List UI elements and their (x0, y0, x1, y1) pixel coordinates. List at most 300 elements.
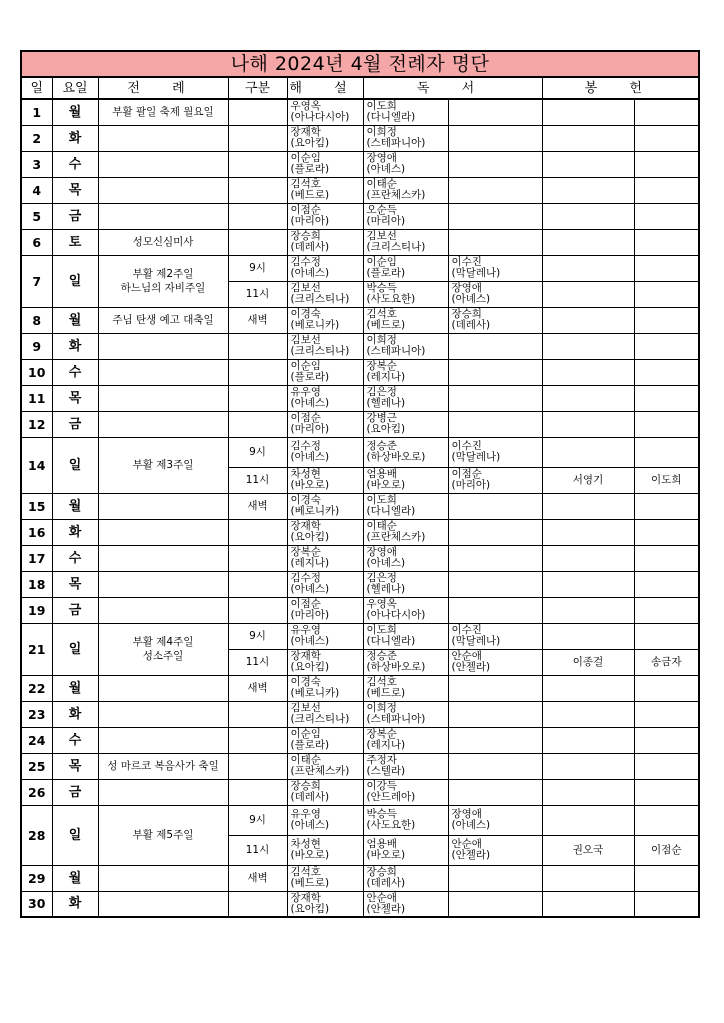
day-number: 30 (21, 891, 52, 917)
reader-2-cell (448, 649, 542, 675)
day-of-week: 수 (52, 545, 98, 571)
baptismal-name: (아녜스) (290, 635, 330, 647)
person-name: 박승득 (366, 808, 397, 820)
service-time: 11시 (228, 467, 287, 493)
day-number: 3 (21, 151, 52, 177)
table-row (21, 891, 699, 917)
reader-2-cell (448, 99, 542, 125)
person-name: 김석호 (290, 866, 321, 878)
offering-1-cell (542, 229, 634, 255)
person-name: 이수진 (451, 624, 482, 636)
baptismal-name: (다니엘라) (366, 505, 416, 517)
header-dow: 요일 (52, 77, 98, 99)
reader-2-cell (448, 333, 542, 359)
baptismal-name: (안젤라) (366, 902, 406, 915)
commentator-cell (287, 891, 363, 917)
day-number: 4 (21, 177, 52, 203)
person-name: 이순임 (290, 360, 321, 372)
offering-2-cell: 이도희 (634, 467, 699, 493)
baptismal-name: (막달레나) (451, 635, 501, 647)
reader-2-cell (448, 701, 542, 727)
person-name: 장복순 (366, 728, 397, 740)
table-row (21, 437, 699, 467)
baptismal-name: (크리스티나) (290, 293, 350, 305)
reader-2-cell (448, 545, 542, 571)
person-name: 장영애 (366, 546, 397, 558)
day-of-week: 목 (52, 571, 98, 597)
person-name: 차성현 (290, 838, 321, 850)
offering-1-cell (542, 805, 634, 835)
liturgy-name: 성모신심미사 (132, 236, 194, 248)
liturgy-cell (98, 571, 228, 597)
reader-2-cell (448, 385, 542, 411)
day-number: 5 (21, 203, 52, 229)
day-number: 10 (21, 359, 52, 385)
liturgy-cell (98, 727, 228, 753)
commentator-cell (287, 649, 363, 675)
person-name: 장복순 (366, 360, 397, 372)
baptismal-name: (아녜스) (366, 163, 406, 175)
day-number: 7 (21, 255, 52, 307)
offering-1-cell (542, 359, 634, 385)
day-of-week: 월 (52, 99, 98, 125)
baptismal-name: (헬레나) (366, 397, 406, 409)
baptismal-name: (아녜스) (290, 267, 330, 279)
table-row (21, 623, 699, 649)
offering-2-cell (634, 779, 699, 805)
day-number: 12 (21, 411, 52, 437)
commentator-cell (287, 753, 363, 779)
person-name: 우영옥 (290, 100, 321, 113)
liturgy-cell (98, 675, 228, 701)
commentator-cell (287, 307, 363, 333)
commentator-cell (287, 467, 363, 493)
offering-2-cell (634, 437, 699, 467)
baptismal-name: (아녜스) (290, 583, 330, 595)
table-row (21, 151, 699, 177)
offering-1-cell (542, 779, 634, 805)
offering-2-cell (634, 597, 699, 623)
page-title: 나해 2024년 4월 전례자 명단 (21, 51, 699, 77)
person-name: 이점순 (451, 468, 482, 480)
offering-1-cell (542, 411, 634, 437)
liturgy-cell (98, 307, 228, 333)
baptismal-name: (데레사) (451, 319, 491, 331)
service-time (228, 359, 287, 385)
day-number: 6 (21, 229, 52, 255)
day-of-week: 일 (52, 255, 98, 307)
service-time (228, 597, 287, 623)
reader-1-cell (363, 333, 448, 359)
person-name: 김석호 (366, 308, 397, 320)
reader-2-cell (448, 467, 542, 493)
reader-2-cell (448, 255, 542, 281)
person-name: 이순임 (366, 256, 397, 268)
day-number: 21 (21, 623, 52, 675)
reader-1-cell (363, 177, 448, 203)
baptismal-name: (플로라) (290, 371, 330, 383)
offering-1-cell (542, 437, 634, 467)
offering-2-cell (634, 727, 699, 753)
header-liturgy: 전 례 (98, 77, 228, 99)
person-name: 장승희 (451, 308, 482, 320)
offering-2-cell (634, 255, 699, 281)
offering-2-cell (634, 203, 699, 229)
service-time (228, 753, 287, 779)
person-name: 이태순 (290, 754, 321, 766)
person-name: 장재학 (290, 520, 321, 532)
offering-1-cell (542, 753, 634, 779)
day-of-week: 월 (52, 307, 98, 333)
commentator-cell (287, 437, 363, 467)
baptismal-name: (아녜스) (451, 819, 491, 831)
commentator-cell (287, 545, 363, 571)
reader-1-cell (363, 437, 448, 467)
baptismal-name: (마리아) (290, 215, 330, 227)
offering-2-cell (634, 891, 699, 917)
baptismal-name: (헬레나) (366, 583, 406, 595)
offering-1-cell (542, 701, 634, 727)
day-of-week: 화 (52, 333, 98, 359)
person-name: 유우영 (290, 808, 321, 820)
baptismal-name: (프란체스카) (290, 765, 350, 777)
liturgy-name: 부활 제5주일 (132, 829, 194, 841)
commentator-cell (287, 151, 363, 177)
baptismal-name: (사도요한) (366, 293, 416, 305)
liturgy-cell (98, 545, 228, 571)
offering-2-cell (634, 493, 699, 519)
baptismal-name: (하상바오로) (366, 451, 426, 463)
offering-1-cell (542, 385, 634, 411)
service-time: 새벽 (228, 307, 287, 333)
service-time (228, 779, 287, 805)
liturgy-name: 부활 제2주일 (132, 268, 194, 280)
person-name: 김보선 (290, 334, 321, 346)
table-row (21, 255, 699, 281)
person-name: 김수정 (290, 572, 321, 584)
baptismal-name: (요아킴) (290, 137, 330, 149)
service-time: 9시 (228, 805, 287, 835)
person-name: 장영애 (366, 152, 397, 164)
baptismal-name: (요아킴) (366, 423, 406, 435)
offering-2-cell (634, 519, 699, 545)
day-of-week: 수 (52, 359, 98, 385)
reader-2-cell (448, 623, 542, 649)
offering-2-cell (634, 177, 699, 203)
table-row (21, 229, 699, 255)
day-of-week: 일 (52, 437, 98, 493)
reader-1-cell (363, 519, 448, 545)
person-name: 김수정 (290, 256, 321, 268)
day-of-week: 일 (52, 805, 98, 865)
person-name: 김보선 (290, 702, 321, 714)
reader-2-cell (448, 177, 542, 203)
person-name: 강병근 (366, 412, 397, 424)
offering-1-cell (542, 203, 634, 229)
person-name: 주정자 (366, 754, 397, 766)
liturgy-cell (98, 493, 228, 519)
service-time (228, 151, 287, 177)
commentator-cell (287, 229, 363, 255)
baptismal-name: (아녜스) (290, 397, 330, 409)
offering-2-cell (634, 333, 699, 359)
commentator-cell (287, 675, 363, 701)
day-of-week: 화 (52, 519, 98, 545)
person-name: 이강득 (366, 780, 397, 792)
reader-1-cell (363, 597, 448, 623)
table-row (21, 597, 699, 623)
baptismal-name: (베드로) (290, 189, 330, 201)
liturgy-cell (98, 359, 228, 385)
baptismal-name: (플로라) (290, 163, 330, 175)
offering-1-cell (542, 675, 634, 701)
person-name: 장영애 (451, 808, 482, 820)
person-name: 장승희 (366, 866, 397, 878)
baptismal-name: (플로라) (366, 267, 406, 279)
day-number: 23 (21, 701, 52, 727)
person-name: 엄용배 (366, 838, 397, 850)
table-row (21, 493, 699, 519)
commentator-cell (287, 805, 363, 835)
roster-sheet (20, 50, 700, 918)
day-number: 24 (21, 727, 52, 753)
table-row (21, 385, 699, 411)
reader-2-cell (448, 411, 542, 437)
baptismal-name: (베로니카) (290, 319, 340, 331)
day-number: 11 (21, 385, 52, 411)
table-row (21, 675, 699, 701)
commentator-cell (287, 99, 363, 125)
person-name: 우영옥 (366, 598, 397, 610)
baptismal-name: (크리스티나) (290, 713, 350, 725)
commentator-cell (287, 779, 363, 805)
table-row (21, 125, 699, 151)
reader-1-cell (363, 359, 448, 385)
liturgy-cell (98, 385, 228, 411)
baptismal-name: (요아킴) (290, 661, 330, 673)
reader-2-cell (448, 675, 542, 701)
baptismal-name: (요아킴) (290, 902, 330, 915)
person-name: 장재학 (290, 891, 321, 904)
table-row (21, 545, 699, 571)
baptismal-name: (데레사) (290, 791, 330, 803)
baptismal-name: (데레사) (290, 241, 330, 253)
commentator-cell (287, 255, 363, 281)
offering-1-cell (542, 307, 634, 333)
commentator-cell (287, 493, 363, 519)
baptismal-name: (스테파니아) (366, 345, 426, 357)
baptismal-name: (크리스티나) (290, 345, 350, 357)
baptismal-name: (바오로) (366, 849, 406, 861)
reader-2-cell (448, 865, 542, 891)
day-number: 16 (21, 519, 52, 545)
commentator-cell (287, 203, 363, 229)
baptismal-name: (안젤라) (451, 661, 491, 673)
header-day: 일 (21, 77, 52, 99)
person-name: 이희정 (366, 334, 397, 346)
reader-1-cell (363, 255, 448, 281)
offering-2-cell (634, 753, 699, 779)
roster-body (21, 99, 699, 917)
baptismal-name: (안젤라) (451, 849, 491, 861)
reader-2-cell (448, 727, 542, 753)
reader-1-cell (363, 99, 448, 125)
baptismal-name: (스테파니아) (366, 713, 426, 725)
header-service: 구분 (228, 77, 287, 99)
liturgy-name: 성소주일 (142, 650, 184, 662)
offering-2-cell (634, 307, 699, 333)
service-time: 새벽 (228, 675, 287, 701)
day-of-week: 월 (52, 493, 98, 519)
reader-2-cell (448, 597, 542, 623)
day-number: 2 (21, 125, 52, 151)
baptismal-name: (마리아) (366, 215, 406, 227)
service-time: 11시 (228, 281, 287, 307)
liturgy-cell (98, 333, 228, 359)
offering-2-cell (634, 125, 699, 151)
service-time (228, 411, 287, 437)
person-name: 이태순 (366, 178, 397, 190)
commentator-cell (287, 701, 363, 727)
service-time (228, 385, 287, 411)
baptismal-name: (바오로) (290, 849, 330, 861)
person-name: 이수진 (451, 256, 482, 268)
day-number: 15 (21, 493, 52, 519)
liturgy-cell (98, 891, 228, 917)
person-name: 김은정 (366, 386, 397, 398)
reader-1-cell (363, 571, 448, 597)
service-time (228, 125, 287, 151)
liturgy-cell (98, 229, 228, 255)
offering-2-cell (634, 359, 699, 385)
commentator-cell (287, 177, 363, 203)
liturgy-cell (98, 519, 228, 545)
baptismal-name: (사도요한) (366, 819, 416, 831)
table-row (21, 805, 699, 835)
liturgy-name: 부활 팔일 축제 월요일 (112, 106, 214, 119)
offering-1-cell (542, 281, 634, 307)
offering-1-cell (542, 519, 634, 545)
baptismal-name: (아녜스) (290, 819, 330, 831)
person-name: 오순득 (366, 204, 397, 216)
reader-2-cell (448, 229, 542, 255)
person-name: 김보선 (366, 230, 397, 242)
liturgy-cell (98, 437, 228, 493)
offering-1-cell (542, 727, 634, 753)
day-number: 29 (21, 865, 52, 891)
person-name: 이경숙 (290, 494, 321, 506)
day-number: 22 (21, 675, 52, 701)
day-number: 18 (21, 571, 52, 597)
baptismal-name: (베드로) (366, 687, 406, 699)
baptismal-name: (바오로) (290, 479, 330, 491)
person-name: 이순임 (290, 728, 321, 740)
table-row (21, 779, 699, 805)
person-name: 박승득 (366, 282, 397, 294)
baptismal-name: (플로라) (290, 739, 330, 751)
person-name: 이도희 (366, 624, 397, 636)
day-of-week: 금 (52, 203, 98, 229)
reader-2-cell (448, 307, 542, 333)
reader-2-cell (448, 571, 542, 597)
offering-1-cell: 권오국 (542, 835, 634, 865)
person-name: 이경숙 (290, 308, 321, 320)
reader-2-cell (448, 359, 542, 385)
person-name: 이도희 (366, 100, 397, 113)
liturgy-cell (98, 125, 228, 151)
service-time (228, 545, 287, 571)
liturgy-cell (98, 99, 228, 125)
person-name: 이점순 (290, 204, 321, 216)
liturgy-name: 부활 제4주일 (132, 636, 194, 648)
reader-1-cell (363, 891, 448, 917)
person-name: 장재학 (290, 650, 321, 662)
offering-2-cell (634, 675, 699, 701)
commentator-cell (287, 125, 363, 151)
header-row (21, 77, 699, 99)
day-of-week: 금 (52, 779, 98, 805)
baptismal-name: (하상바오로) (366, 661, 426, 673)
day-of-week: 목 (52, 385, 98, 411)
offering-1-cell (542, 255, 634, 281)
person-name: 장승희 (290, 230, 321, 242)
offering-2-cell (634, 545, 699, 571)
commentator-cell (287, 333, 363, 359)
baptismal-name: (막달레나) (451, 267, 501, 279)
reader-1-cell (363, 411, 448, 437)
table-row (21, 333, 699, 359)
day-of-week: 월 (52, 865, 98, 891)
reader-1-cell (363, 203, 448, 229)
liturgy-cell (98, 151, 228, 177)
offering-2-cell (634, 229, 699, 255)
person-name: 이수진 (451, 440, 482, 452)
offering-2-cell (634, 805, 699, 835)
person-name: 이희정 (366, 126, 397, 138)
reader-1-cell (363, 151, 448, 177)
person-name: 이순임 (290, 152, 321, 164)
header-offering: 봉 헌 (542, 77, 699, 99)
offering-1-cell (542, 571, 634, 597)
reader-1-cell (363, 545, 448, 571)
table-row (21, 99, 699, 125)
offering-2-cell (634, 623, 699, 649)
offering-1-cell (542, 493, 634, 519)
day-number: 8 (21, 307, 52, 333)
reader-1-cell (363, 493, 448, 519)
person-name: 엄용배 (366, 468, 397, 480)
person-name: 차성현 (290, 468, 321, 480)
commentator-cell (287, 385, 363, 411)
service-time: 11시 (228, 835, 287, 865)
baptismal-name: (프란체스카) (366, 531, 426, 543)
baptismal-name: (레지나) (290, 557, 330, 569)
reader-2-cell (448, 203, 542, 229)
liturgy-cell (98, 623, 228, 675)
person-name: 장복순 (290, 546, 321, 558)
baptismal-name: (베로니카) (290, 687, 340, 699)
person-name: 유우영 (290, 624, 321, 636)
day-number: 1 (21, 99, 52, 125)
offering-2-cell (634, 411, 699, 437)
baptismal-name: (요아킴) (290, 531, 330, 543)
person-name: 정승준 (366, 440, 397, 452)
person-name: 이점순 (290, 412, 321, 424)
offering-1-cell (542, 865, 634, 891)
service-time: 새벽 (228, 865, 287, 891)
baptismal-name: (아녜스) (451, 293, 491, 305)
commentator-cell (287, 519, 363, 545)
